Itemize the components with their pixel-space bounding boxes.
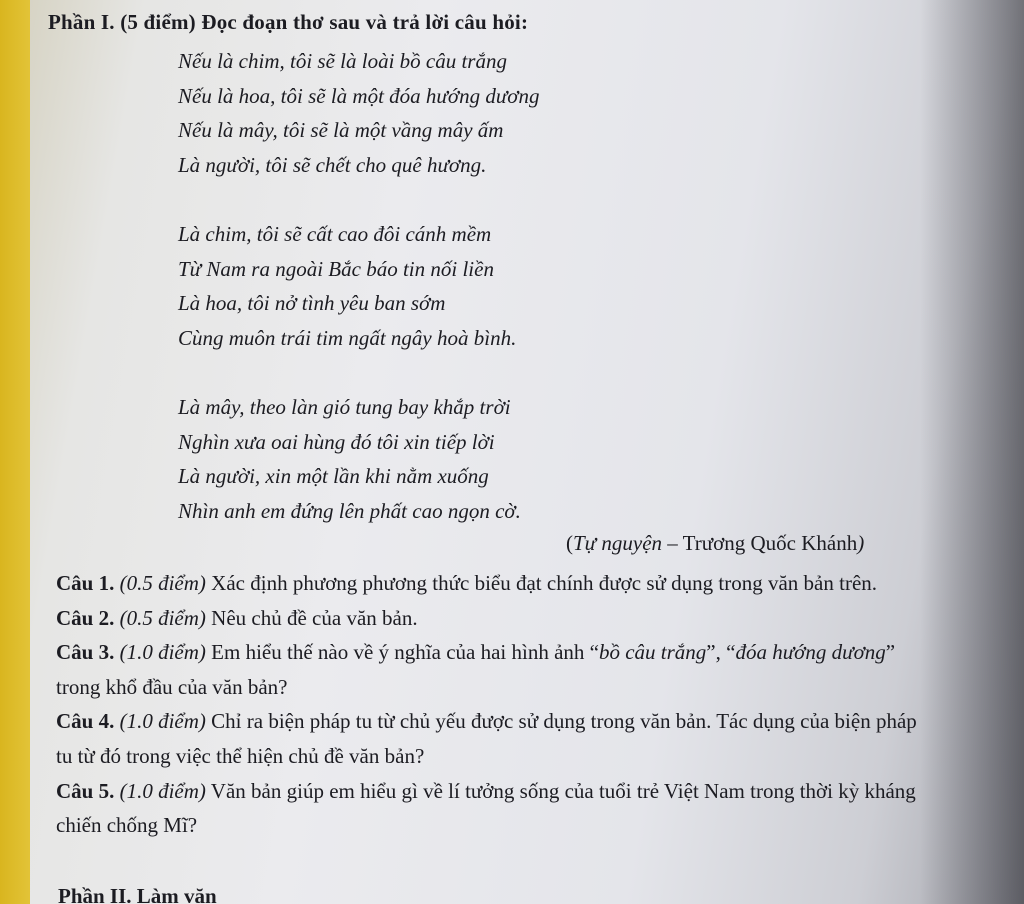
question-text: Xác định phương phương thức biểu đạt chính được sử dụng trong văn bản trên. <box>211 571 878 595</box>
poem-line: Là mây, theo làn gió tung bay khắp trời <box>178 395 511 419</box>
source-title: Tự nguyện <box>573 531 663 555</box>
question-number: Câu 5. <box>56 778 115 803</box>
poem <box>178 44 539 528</box>
question-list <box>56 566 936 843</box>
question-text: Văn bản giúp em hiểu gì về lí tưởng sống của tuổi trẻ Việt Nam trong thời kỳ kháng chiến chống Mĩ? <box>56 778 916 838</box>
source-author: Trương Quốc Khánh <box>682 531 858 555</box>
question-text: Chỉ ra biện pháp tu từ chủ yếu được sử dụng trong văn bản. Tác dụng của biện pháp tu từ đó trong việc thể hiện chủ đề văn bản? <box>56 709 917 768</box>
question-points: (1.0 điểm) <box>119 709 206 734</box>
poem-line: Cùng muôn trái tim ngất ngây hoà bình. <box>178 325 517 350</box>
part-two-heading: Phần II. Làm văn <box>58 884 217 904</box>
question-1 <box>56 566 936 601</box>
question-quote: đóa hướng dương <box>735 640 886 665</box>
poem-line: Từ Nam ra ngoài Bắc báo tin nối liền <box>178 256 494 281</box>
question-points: (1.0 điểm) <box>119 778 206 803</box>
poem-line: Nghìn xưa oai hùng đó tôi xin tiếp lời <box>178 429 495 454</box>
question-text: Em hiểu thế nào về ý nghĩa của hai hình ảnh “ <box>211 640 599 665</box>
source-open: ( <box>566 531 573 555</box>
poem-stanza-1 <box>178 44 539 182</box>
question-5 <box>56 774 936 843</box>
question-points: (0.5 điểm) <box>119 605 206 630</box>
question-quote: bồ câu trắng <box>598 640 707 665</box>
section-heading: Phần I. (5 điểm) Đọc đoạn thơ sau và trả lời câu hỏi: <box>48 10 529 34</box>
poem-stanza-3 <box>178 390 539 528</box>
poem-line: Là người, xin một lần khi nằm xuống <box>178 464 489 488</box>
question-number: Câu 4. <box>56 709 115 734</box>
poem-line: Nếu là mây, tôi sẽ là một vầng mây ấm <box>178 118 504 142</box>
poem-line: Là người, tôi sẽ chết cho quê hương. <box>178 152 487 177</box>
poem-source <box>566 531 864 556</box>
question-4 <box>56 704 936 773</box>
poem-line: Là chim, tôi sẽ cất cao đôi cánh mềm <box>178 222 492 246</box>
question-2 <box>56 601 936 636</box>
question-text: Nêu chủ đề của văn bản. <box>211 605 418 630</box>
question-points: (1.0 điểm) <box>119 640 206 665</box>
question-number: Câu 2. <box>56 605 115 630</box>
question-text: ”, “ <box>706 640 736 665</box>
poem-line: Là hoa, tôi nở tình yêu ban sớm <box>178 291 446 315</box>
question-number: Câu 3. <box>56 640 115 665</box>
question-number: Câu 1. <box>56 571 115 595</box>
source-dash: – <box>662 531 683 555</box>
poem-line: Nếu là hoa, tôi sẽ là một đóa hướng dương <box>178 83 540 108</box>
poem-stanza-2 <box>178 217 539 355</box>
question-points: (0.5 điểm) <box>119 571 206 595</box>
question-3 <box>56 635 936 704</box>
poem-line: Nếu là chim, tôi sẽ là loài bồ câu trắng <box>178 49 507 73</box>
question-text: ” trong khổ đầu của văn bản? <box>56 640 896 699</box>
poem-line: Nhìn anh em đứng lên phất cao ngọn cờ. <box>178 498 521 523</box>
source-close: ) <box>857 531 865 555</box>
